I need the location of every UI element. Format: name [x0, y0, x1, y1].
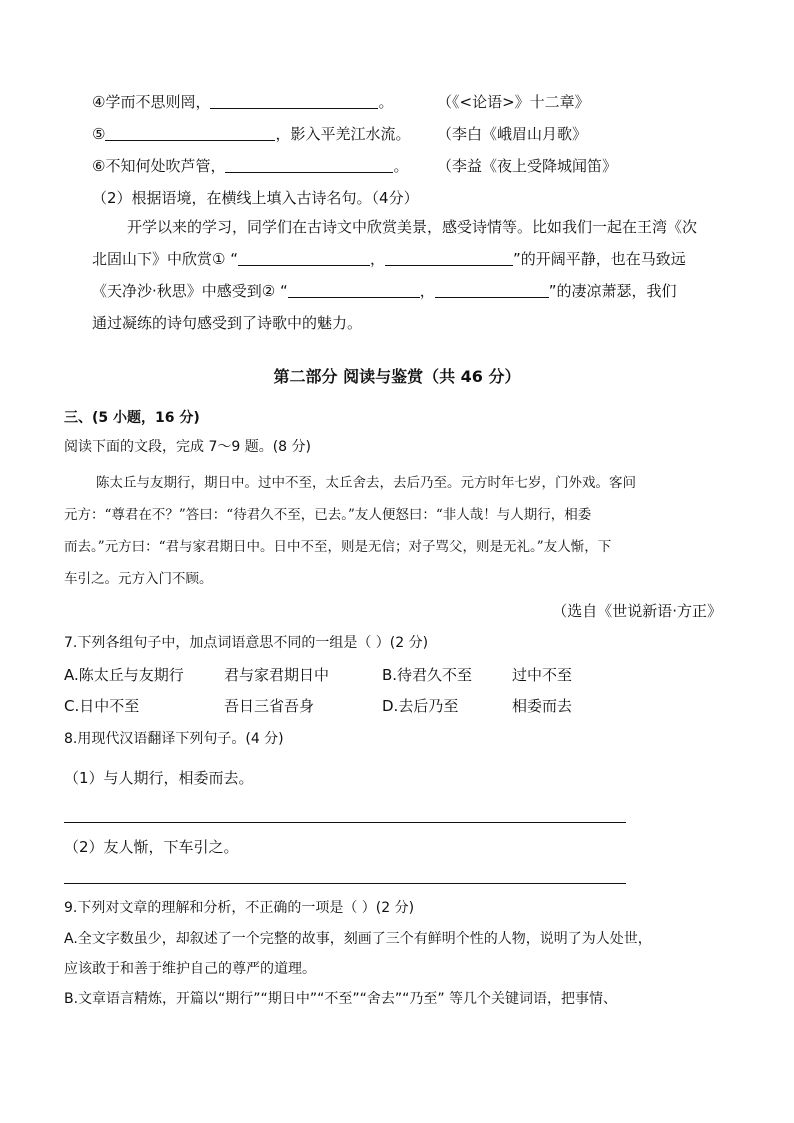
item6-end: 。 [393, 157, 409, 175]
blank-1b[interactable] [385, 250, 513, 266]
context-line-3 [92, 281, 677, 301]
context-line-4: 通过凝练的诗句感受到了诗歌中的魅力。 [92, 314, 363, 332]
passage-line: 元方：“尊君在不？”答曰：“待君久不至，已去。”友人便怒曰：“非人哉！与人期行，相委 [64, 507, 592, 523]
item6-blank[interactable] [225, 157, 393, 173]
item4-blank[interactable] [210, 93, 378, 109]
context-line-3-comma: ， [419, 282, 435, 300]
q9-option-a-cont: 应该敢于和善于维护自己的尊严的道理。 [64, 961, 316, 977]
blank-2b[interactable] [435, 282, 549, 298]
context-line-1: 开学以来的学习，同学们在古诗文中欣赏美景，感受诗情等。比如我们一起在王湾《次 [127, 218, 698, 236]
context-line-3-a: 《天净沙·秋思》中感受到② “ [92, 282, 288, 300]
item5-end: ，影入平羌江水流。 [275, 125, 411, 143]
q7-option-a-2: 君与家君期日中 [224, 666, 330, 684]
passage-line: 而去。”元方曰：“君与家君期日中。日中不至，则是无信；对子骂父，则是无礼。”友人惭，下 [64, 539, 612, 555]
q7-stem: 7.下列各组句子中，加点词语意思不同的一组是（ ）(2 分) [64, 635, 429, 651]
item5-text: ⑤ [92, 125, 106, 143]
q7-option-b-1[interactable]: B.待君久不至 [382, 666, 473, 684]
item5-source: （李白《峨眉山月歌》 [437, 125, 588, 143]
q9-stem: 9.下列对文章的理解和分析，不正确的一项是（ ）(2 分) [64, 900, 415, 916]
q8-answer-line-2[interactable] [64, 883, 626, 884]
q8-sentence-1: （1）与人期行，相委而去。 [64, 769, 254, 787]
q7-option-b-2: 过中不至 [512, 666, 573, 684]
section3-heading: 三、(5 小题，16 分) [64, 410, 200, 426]
blank-2a[interactable] [288, 282, 420, 298]
q8-stem: 8.用现代汉语翻译下列句子。(4 分) [64, 731, 284, 747]
item4-line [92, 92, 393, 112]
q8-sentence-2: （2）友人惭，下车引之。 [64, 838, 239, 856]
q8-answer-line-1[interactable] [64, 822, 626, 823]
item4-end: 。 [378, 93, 394, 111]
q7-option-d-2: 相委而去 [512, 697, 573, 715]
q7-option-c-1[interactable]: C.日中不至 [64, 697, 140, 715]
item5-blank[interactable] [105, 125, 275, 141]
q9-option-b[interactable]: B.文章语言精炼，开篇以“期行”“期日中”“不至”“舍去”“乃至” 等几个关键词语，把事情、 [64, 991, 618, 1007]
item6-source: （李益《夜上受降城闻笛》 [437, 157, 618, 175]
context-question-label: （2）根据语境，在横线上填入古诗名句。（4分） [92, 189, 419, 207]
item4-source: （《<论语>》十二章》 [437, 93, 590, 111]
item4-text: ④学而不思则罔， [92, 93, 211, 111]
section3-instruction: 阅读下面的文段，完成 7～9 题。(8 分) [64, 439, 311, 455]
context-line-2 [92, 249, 686, 269]
context-line-2-a: 北固山下》中欣赏① “ [92, 250, 238, 268]
q7-option-a-1[interactable]: A.陈太丘与友期行 [64, 666, 184, 684]
context-line-2-comma: ， [370, 250, 386, 268]
q7-option-c-2: 吾日三省吾身 [224, 697, 315, 715]
part2-title: 第二部分 阅读与鉴赏（共 46 分） [273, 367, 521, 386]
passage-line: 陈太丘与友期行，期日中。过中不至，太丘舍去，去后乃至。元方时年七岁，门外戏。客问 [96, 475, 636, 491]
context-line-3-c: ”的凄凉萧瑟，我们 [548, 282, 677, 300]
passage-line: 车引之。元方入门不顾。 [64, 571, 213, 587]
blank-1a[interactable] [238, 250, 370, 266]
q9-option-a[interactable]: A.全文字数虽少，却叙述了一个完整的故事，刻画了三个有鲜明个性的人物，说明了为人处世， [64, 931, 652, 947]
item6-line [92, 156, 408, 176]
passage-source: （选自《世说新语·方正》 [552, 602, 722, 620]
item5-line [92, 124, 410, 144]
q7-option-d-1[interactable]: D.去后乃至 [382, 697, 459, 715]
context-line-2-c: ”的开阔平静，也在马致远 [513, 250, 686, 268]
item6-text: ⑥不知何处吹芦管， [92, 157, 226, 175]
